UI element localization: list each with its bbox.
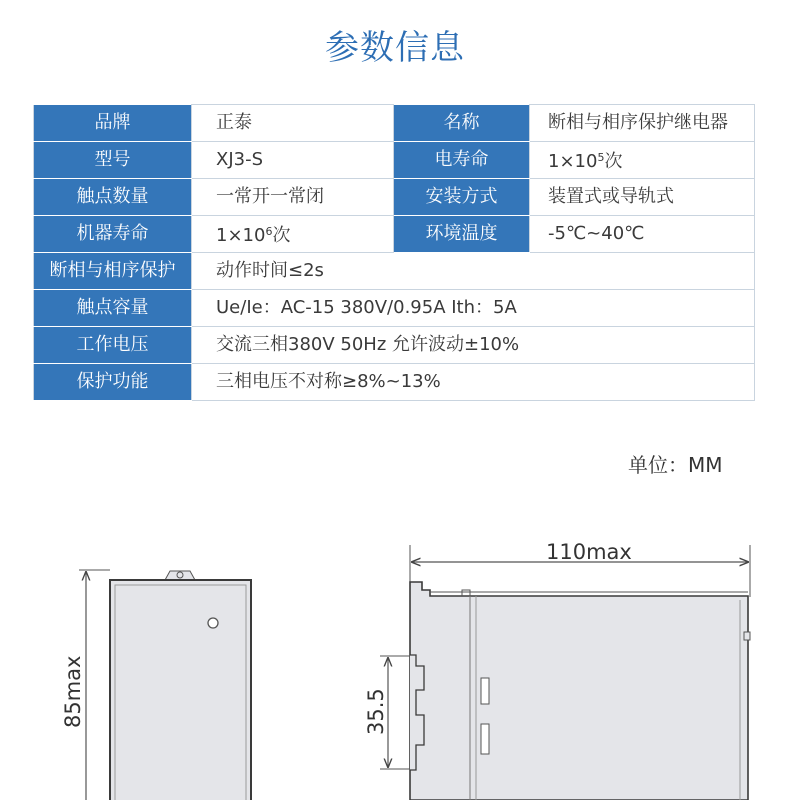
spec-value: 断相与相序保护继电器 <box>530 105 755 142</box>
page-title: 参数信息 <box>325 28 465 68</box>
front-view <box>61 570 251 800</box>
spec-value: 交流三相380V 50Hz 允许波动±10% <box>192 327 755 364</box>
spec-label: 保护功能 <box>34 364 192 401</box>
side-view <box>364 540 750 800</box>
spec-label: 品牌 <box>34 105 192 142</box>
spec-label: 断相与相序保护 <box>34 253 192 290</box>
spec-label: 安装方式 <box>394 179 530 216</box>
spec-label: 工作电压 <box>34 327 192 364</box>
spec-label: 电寿命 <box>394 142 530 179</box>
spec-value: 装置式或导轨式 <box>530 179 755 216</box>
spec-label: 触点数量 <box>34 179 192 216</box>
spec-value: Ue/Ie：AC-15 380V/0.95A Ith：5A <box>192 290 755 327</box>
unit-label: 单位：MM <box>628 453 723 477</box>
indicator-light <box>208 618 218 628</box>
width-dimension-label: 110max <box>546 540 632 564</box>
spec-value: -5℃~40℃ <box>530 216 755 253</box>
relay-body-front <box>110 580 251 800</box>
spec-label: 名称 <box>394 105 530 142</box>
spec-value: 正泰 <box>192 105 394 142</box>
height-dimension-label: 85max <box>61 655 85 728</box>
terminal-slot <box>481 724 489 754</box>
spec-label: 触点容量 <box>34 290 192 327</box>
terminal-slot <box>481 678 489 704</box>
spec-value: 三相电压不对称≥8%~13% <box>192 364 755 401</box>
spec-value: $1\times 10^6$次 <box>192 216 394 253</box>
spec-label: 型号 <box>34 142 192 179</box>
spec-value: XJ3-S <box>192 142 394 179</box>
relay-body-side <box>410 582 748 800</box>
spec-label: 环境温度 <box>394 216 530 253</box>
spec-label: 机器寿命 <box>34 216 192 253</box>
rail-dimension-label: 35.5 <box>364 688 388 735</box>
spec-value: $1\times 10^5$次 <box>530 142 755 179</box>
spec-value: 动作时间≤2s <box>192 253 755 290</box>
spec-value: 一常开一常闭 <box>192 179 394 216</box>
